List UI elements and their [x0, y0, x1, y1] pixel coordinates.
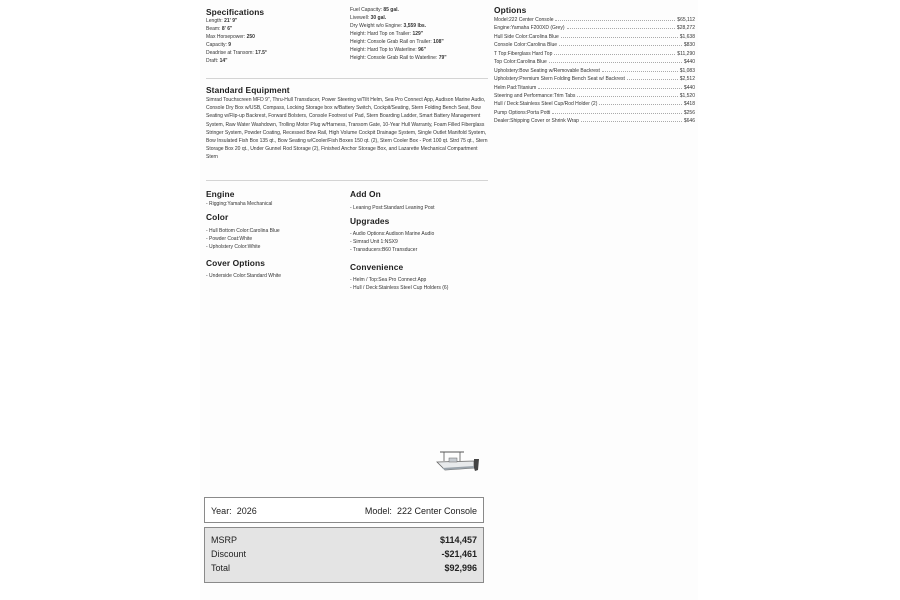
- msrp-row: [211, 535, 477, 545]
- option-row: Engine:Yamaha F200XD (Grey) $28,272: [494, 25, 695, 32]
- discount-label: Discount: [211, 549, 247, 559]
- color-item: - Upholstery Color:White: [206, 244, 261, 250]
- build-sheet-page: [200, 0, 698, 600]
- standard-equipment-heading: Standard Equipment: [206, 85, 290, 95]
- specifications-heading: Specifications: [206, 7, 265, 17]
- cover-options-item: - Underside Color:Standard White: [206, 273, 282, 279]
- total-value: $92,996: [444, 563, 477, 573]
- option-row: Console Color:Carolina Blue $830: [494, 42, 695, 49]
- boat-illustration-icon: [436, 446, 482, 476]
- spec-height-hardtop-waterline: Height: Hard Top to Waterline: 96": [350, 47, 427, 53]
- add-on-item: - Leaning Post:Standard Leaning Post: [350, 205, 435, 211]
- upgrades-list: [350, 230, 434, 254]
- options-list: [494, 15, 695, 125]
- msrp-label: MSRP: [211, 535, 238, 545]
- upgrade-item: - Audio Options:Audison Marine Audio: [350, 231, 435, 237]
- spec-livewell: Livewell: 30 gal.: [350, 15, 387, 21]
- year-value: 2026: [236, 506, 257, 516]
- color-list: [206, 227, 280, 251]
- year-field: [211, 506, 257, 516]
- option-row: Hull / Deck:Stainless Steel Cup/Rod Holder (2) $418: [494, 101, 695, 108]
- spec-beam: Beam: 8' 6": [206, 26, 233, 32]
- option-row: Model:222 Center Console $65,112: [494, 17, 695, 23]
- option-row: Top Color:Carolina Blue $440: [494, 59, 695, 66]
- color-heading: Color: [206, 212, 229, 222]
- divider: [206, 180, 488, 181]
- convenience-item: - Helm / Top:Sea Pro Connect App: [350, 277, 427, 283]
- upgrade-item: - Transducers:B60 Transducer: [350, 247, 418, 253]
- upgrade-item: - Simrad Unit 1:NSX9: [350, 239, 398, 245]
- spec-length: Length: 21' 9": [206, 18, 238, 24]
- total-row: [211, 563, 477, 573]
- convenience-list: [350, 276, 448, 292]
- total-label: Total: [211, 563, 231, 573]
- msrp-value: $114,457: [439, 535, 477, 545]
- year-label: Year:: [211, 506, 232, 516]
- standard-equipment-text: Simrad Touchscreen MFD 9", Thru-Hull Transducer, Power Steering w/Tilt Helm, Sea Pro Connect App, Audison Marine Audio, Console Dry Box w/USB, Compass, Locking Storage box w/Battery Switch, Cockpit/Seating, Stern Folding Bench Seat, Bow Seating w/Flip-up Backrest, Forward Bolsters, Console Footrest w/ Pad, Stern Boarding Ladder, Smart Battery Management System, Raw Water Washdown, Trolling Motor Plug w/Harness, Transom Gate, 10-Year Hull Warranty, Foam Filled Fiberglass Stringer System, Powder Coating, Recessed Bow Rail, High Volume Cockpit Drainage System, Single Outlet Manifold System, Bow Insulated Fish Box 135 qt., Bow Seating w/Cooler/Fish Boxes 150 qt. (2), Stern Cooler Box - Port 100 qt. Strd 75 qt., Stern Storage Box 20 qt., Under Gunnel Rod Storage (2), Finished Anchor Storage Box, and Lazarette Mechanical Compartment Stern: [206, 97, 488, 161]
- spec-height-grabrail-trailer: Height: Console Grab Rail on Trailer: 108": [350, 39, 444, 45]
- option-row: Pump Options:Porta Potti $256: [494, 109, 695, 116]
- option-row: T Top:Fiberglass Hard Top $11,290: [494, 50, 695, 57]
- model-field: [365, 506, 477, 516]
- divider: [206, 78, 488, 79]
- option-row: Helm Pad:Titanium $440: [494, 84, 695, 91]
- convenience-heading: Convenience: [350, 262, 404, 272]
- spec-dry-weight: Dry Weight w/o Engine: 3,559 lbs.: [350, 23, 427, 29]
- options-heading: Options: [494, 5, 527, 15]
- upgrades-heading: Upgrades: [350, 216, 390, 226]
- color-item: - Powder Coat:White: [206, 236, 253, 242]
- option-row: Steering and Performance:Trim Tabs $1,520: [494, 92, 695, 99]
- spec-draft: Draft: 14": [206, 58, 228, 64]
- option-row: Upholstery:Bow Seating w/Removable Backrest $1,083: [494, 67, 695, 74]
- spec-deadrise: Deadrise at Transom: 17.5°: [206, 50, 267, 56]
- spec-capacity: Capacity: 9: [206, 42, 232, 48]
- cover-options-heading: Cover Options: [206, 258, 266, 268]
- spec-fuel-capacity: Fuel Capacity: 85 gal.: [350, 7, 399, 13]
- option-row: Dealer:Shipping Cover or Shrink Wrap $646: [494, 118, 695, 125]
- engine-heading: Engine: [206, 189, 235, 199]
- spec-height-hardtop-trailer: Height: Hard Top on Trailer: 129": [350, 31, 424, 37]
- pricing-box: [204, 527, 484, 583]
- discount-value: -$21,461: [441, 549, 477, 559]
- spec-height-grabrail-waterline: Height: Console Grab Rail to Waterline: 79": [350, 55, 447, 61]
- add-on-heading: Add On: [350, 189, 381, 199]
- option-row: Hull Side Color:Carolina Blue $1,638: [494, 33, 695, 40]
- model-value: 222 Center Console: [396, 506, 477, 516]
- year-model-box: [204, 497, 484, 523]
- specs-left-list: [206, 17, 267, 65]
- model-label: Model:: [364, 506, 392, 516]
- convenience-item: - Hull / Deck:Stainless Steel Cup Holders (6): [350, 285, 449, 291]
- specs-right-list: [350, 6, 447, 62]
- discount-row: [211, 549, 477, 559]
- engine-item: - Rigging:Yamaha Mechanical: [206, 201, 273, 207]
- spec-max-horsepower: Max Horsepower: 250: [206, 34, 255, 40]
- option-row: Upholstery:Premium Stern Folding Bench Seat w/ Backrest $2,512: [494, 76, 695, 83]
- color-item: - Hull Bottom Color:Carolina Blue: [206, 228, 280, 234]
